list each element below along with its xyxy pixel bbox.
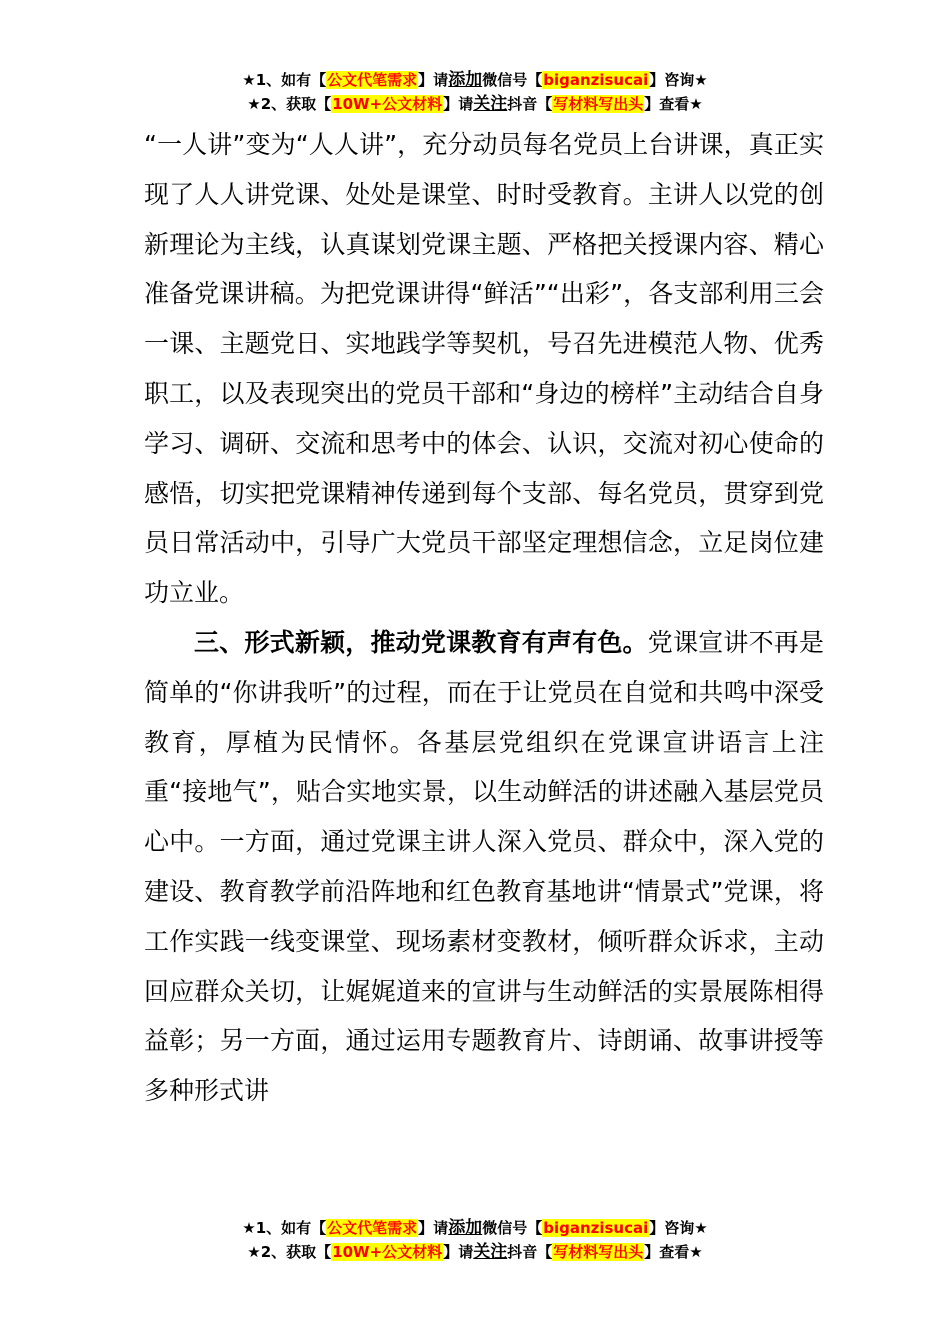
banner-text: ★2、获取【	[247, 1243, 332, 1261]
header-banner	[0, 68, 950, 116]
banner-highlight: 公文代笔需求	[327, 1219, 418, 1237]
banner-underline: 关注	[473, 1242, 508, 1262]
banner-text: ★1、如有【	[242, 71, 327, 89]
banner-underline: 关注	[473, 94, 508, 114]
section-heading: 三、形式新颖，推动党课教育有声有色。	[194, 627, 648, 657]
banner-text: 抖音【	[507, 1243, 553, 1261]
paragraph-1: “一人讲”变为“人人讲”，充分动员每名党员上台讲课，真正实现了人人讲党课、处处是课堂、时时受教育。主讲人以党的创新理论为主线，认真谋划党课主题、严格把关授课内容、精心准备党课讲稿。为把党课讲得“鲜活”“出彩”，各支部利用三会一课、主题党日、实地践学等契机，号召先进模范人物、优秀职工，以及表现突出的党员干部和“身边的榜样”主动结合自身学习、调研、交流和思考中的体会、认识，交流对初心使命的感悟，切实把党课精神传递到每个支部、每名党员，贯穿到党员日常活动中，引导广大党员干部坚定理想信念，立足岗位建功立业。	[144, 130, 824, 608]
banner-text: 微信号【	[482, 71, 543, 89]
banner-underline: 添加	[448, 70, 483, 90]
banner-highlight: biganzisucai	[543, 1219, 649, 1237]
banner-line-2	[0, 1240, 950, 1264]
footer-banner	[0, 1216, 950, 1264]
banner-highlight: biganzisucai	[543, 71, 649, 89]
document-body	[144, 120, 824, 1116]
banner-text: 】请	[418, 71, 449, 89]
banner-underline: 添加	[448, 1218, 483, 1238]
banner-highlight: 写材料写出头	[553, 95, 644, 113]
banner-text: 】咨询★	[649, 1219, 708, 1237]
banner-line-1	[0, 68, 950, 92]
banner-text: 】请	[443, 1243, 474, 1261]
banner-text: ★2、获取【	[247, 95, 332, 113]
banner-text: ★1、如有【	[242, 1219, 327, 1237]
banner-text: 抖音【	[507, 95, 553, 113]
banner-text: 】请	[443, 95, 474, 113]
banner-text: 】查看★	[644, 95, 703, 113]
banner-text: 】咨询★	[649, 71, 708, 89]
banner-line-2	[0, 92, 950, 116]
banner-highlight: 10W+公文材料	[332, 95, 443, 113]
banner-highlight: 公文代笔需求	[327, 71, 418, 89]
banner-highlight: 10W+公文材料	[332, 1243, 443, 1261]
banner-text: 微信号【	[482, 1219, 543, 1237]
banner-highlight: 写材料写出头	[553, 1243, 644, 1261]
banner-line-1	[0, 1216, 950, 1240]
banner-text: 】请	[418, 1219, 449, 1237]
banner-text: 】查看★	[644, 1243, 703, 1261]
paragraph-2-text: 党课宣讲不再是简单的“你讲我听”的过程，而在于让党员在自觉和共鸣中深受教育，厚植为民情怀。各基层党组织在党课宣讲语言上注重“接地气”，贴合实地实景，以生动鲜活的讲述融入基层党员心中。一方面，通过党课主讲人深入党员、群众中，深入党的建设、教育教学前沿阵地和红色教育基地讲“情景式”党课，将工作实践一线变课堂、现场素材变教材，倾听群众诉求，主动回应群众关切，让娓娓道来的宣讲与生动鲜活的实景展陈相得益彰；另一方面，通过运用专题教育片、诗朗诵、故事讲授等多种形式讲	[144, 627, 824, 1106]
paragraph-2	[144, 618, 824, 1116]
